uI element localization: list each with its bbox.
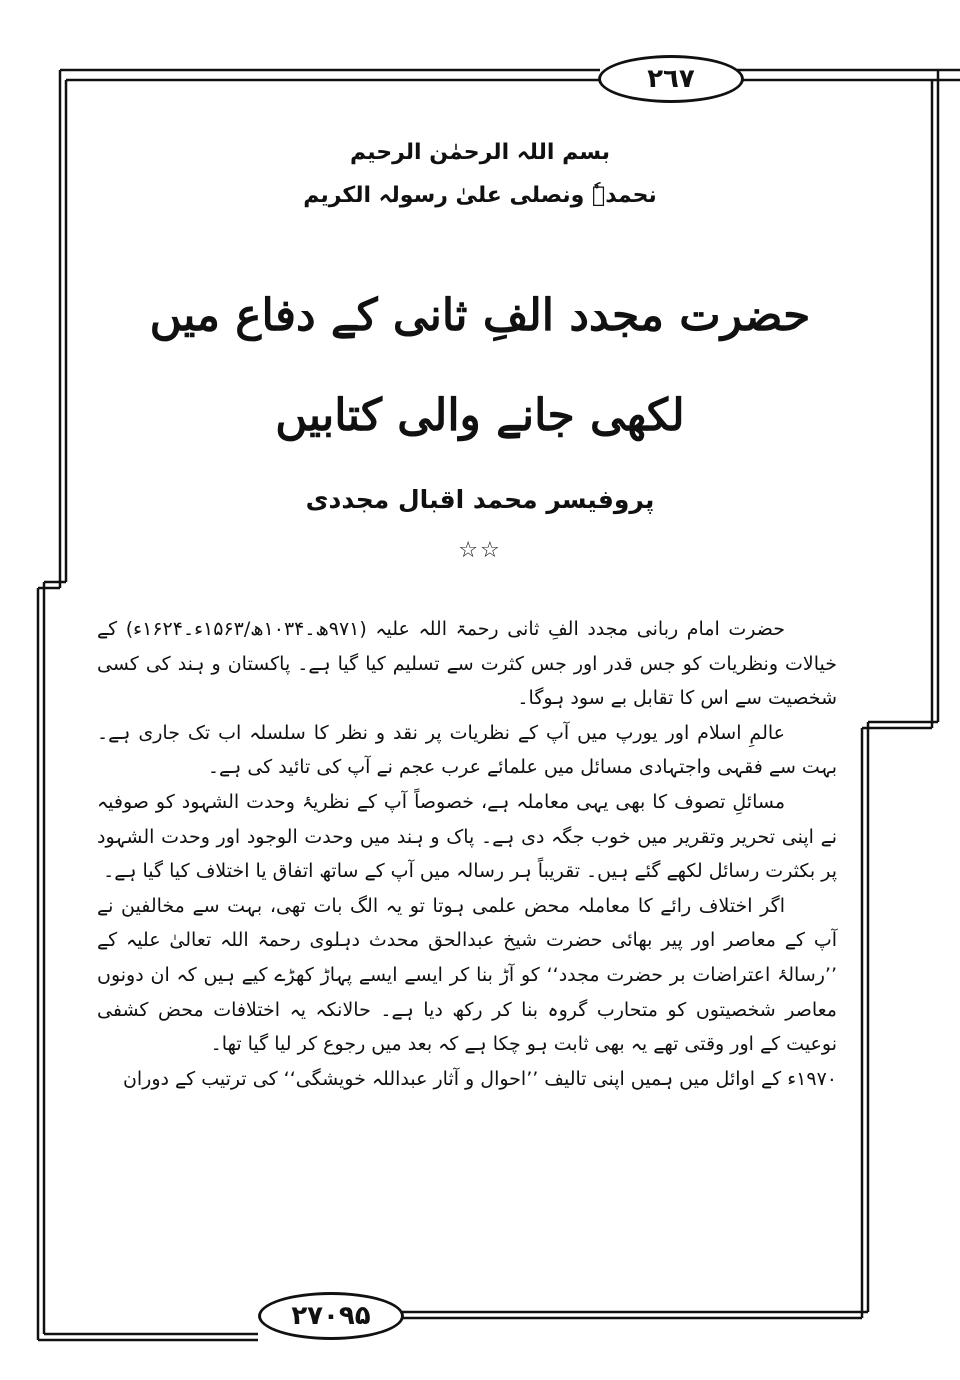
paragraph-2: عالمِ اسلام اور یورپ میں آپ کے نظریات پر نقد و نظر کا سلسلہ اب تک جاری ہے۔ بہت سے فقہی واجتہادی مسائل میں علمائے عرب عجم نے آپ کی تائید کی ہے۔ <box>97 721 837 779</box>
paragraph-3: مسائلِ تصوف کا بھی یہی معاملہ ہے، خصوصاً آپ کے نظریۂ وحدت الشہود کو صوفیہ نے اپنی تحریر وتقریر میں خوب جگہ دی ہے۔ پاک و ہند میں وحدت الوجود اور وحدت الشہود پر بکثرت رسائل لکھے گئے ہیں۔ تقریباً ہر رسالہ میں آپ کے ساتھ اتفاق یا اختلاف کیا گیا ہے۔ <box>97 790 837 883</box>
bismillah-line: بسم اللہ الرحمٰن الرحیم <box>349 140 610 165</box>
article-title-line-2: لکھی جانے والی کتابیں <box>275 390 685 441</box>
article-title-line-1: حضرت مجدد الفِ ثانی کے دفاع میں <box>149 290 811 341</box>
page-number-top: ۲٦۷ <box>598 55 744 103</box>
tahmid-line: نحمدہٗ ونصلی علیٰ رسولہ الکریم <box>303 183 657 208</box>
author-name: پروفیسر محمد اقبال مجددی <box>305 485 655 514</box>
star-ornament: ☆☆ <box>458 538 502 563</box>
paragraph-5: ۱۹۷۰ء کے اوائل میں ہمیں اپنی تالیف ’’احوال و آثار عبداللہ خویشگی‘‘ کی ترتیب کے دوران <box>122 1067 837 1090</box>
page-number-bottom: ۲۷۰۹۵ <box>258 1292 404 1340</box>
article-body <box>97 612 837 1096</box>
paragraph-4: اگر اختلاف رائے کا معاملہ محض علمی ہوتا تو یہ الگ بات تھی، بہت سے مخالفین نے آپ کے معاصر اور پیر بھائی حضرت شیخ عبدالحق محدث دہلوی رحمۃ اللہ تعالیٰ علیہ کے ’’رسالۂ اعتراضات بر حضرت مجدد‘‘ کو آڑ بنا کر ایسے ایسے پہاڑ کھڑے کیے ہیں کہ ان دونوں معاصر شخصیتوں کو متحارب گروہ بنا کر رکھ دیا ہے۔ حالانکہ یہ اختلافات محض کشفی نوعیت کے اور وقتی تھے یہ بھی ثابت ہو چکا ہے کہ بعد میں رجوع کر لیا گیا تھا۔ <box>97 894 837 1056</box>
paragraph-1: حضرت امام ربانی مجدد الفِ ثانی رحمۃ اللہ علیہ (۹۷۱ھ۔۱۰۳۴ھ/۱۵۶۳ء۔۱۶۲۴ء) کے خیالات ونظریات کو جس قدر اور جس کثرت سے تسلیم کیا گیا ہے۔ پاکستان و ہند کی کسی شخصیت سے اس کا تقابل بے سود ہوگا۔ <box>97 618 837 710</box>
